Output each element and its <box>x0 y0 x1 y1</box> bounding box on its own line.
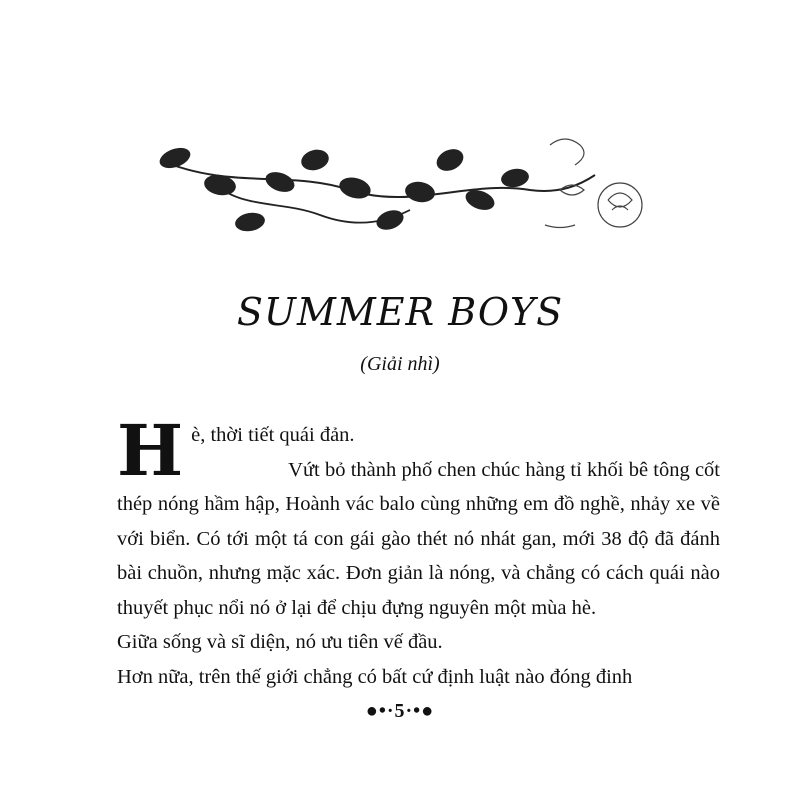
page-title: SUMMER BOYS <box>236 290 564 334</box>
drop-cap: H <box>117 409 184 492</box>
body-text <box>117 409 720 694</box>
paragraph: Giữa sống và sĩ diện, nó ưu tiên vế đầu. <box>117 631 443 653</box>
rose-vine-ornament-icon <box>150 130 650 250</box>
paragraph: Hơn nữa, trên thế giới chẳng có bất cứ định luật nào đóng đinh <box>117 665 633 688</box>
page-subtitle: (Giải nhì) <box>360 353 440 375</box>
paragraph <box>117 409 720 492</box>
paragraph: Vứt bỏ thành phố chen chúc hàng tỉ khối bê tông cốt thép nóng hầm hập, Hoành vác balo cùng những em đồ nghề, nhảy xe về với biển. Có tới một tá con gái gào thét nó nhát gan, mới 38 độ đã đánh bài chuồn, nhưng mặc xác. Đơn giản là nóng, và chẳng có cách quái nào thuyết phục nổi nó ở lại để chịu đựng nguyên một mùa hè. <box>117 458 720 619</box>
page-number: ●•·5·•● <box>365 700 435 722</box>
paragraph-text: è, thời tiết quái đản. <box>191 424 355 446</box>
